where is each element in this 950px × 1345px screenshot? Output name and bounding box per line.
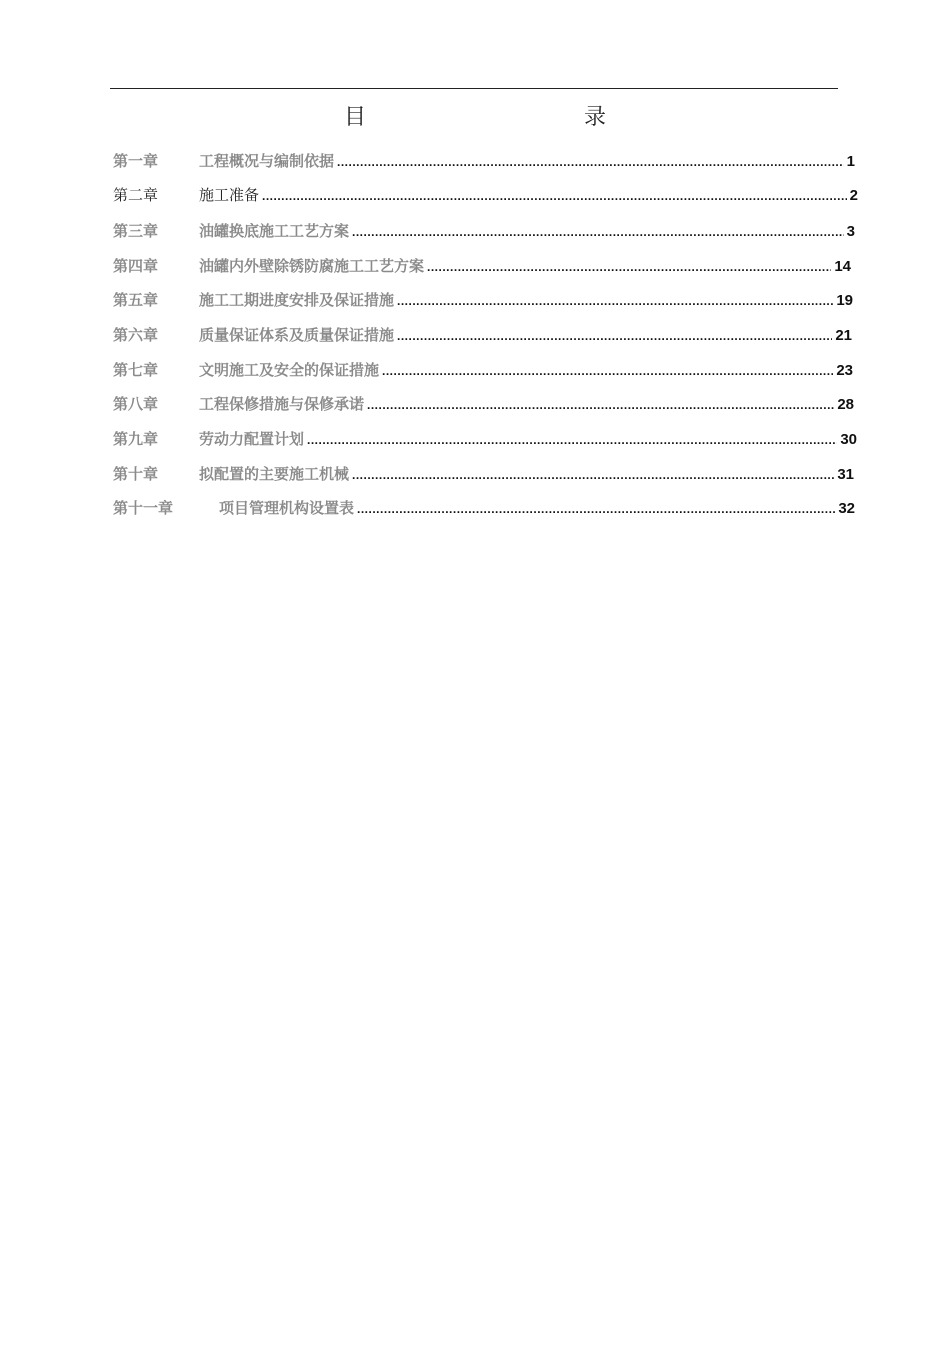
- chapter-title: 工程概况与编制依据: [199, 152, 335, 170]
- dot-leader: [352, 225, 844, 239]
- page-number: 31: [837, 466, 854, 483]
- toc-entry-2[interactable]: [113, 184, 858, 208]
- page-number: 32: [838, 500, 855, 517]
- page-number: 30: [840, 431, 857, 448]
- toc-entry-6[interactable]: [113, 324, 852, 348]
- chapter-number: 第二章: [113, 186, 159, 204]
- toc-entry-10[interactable]: [113, 463, 854, 487]
- chapter-number: 第十章: [113, 465, 159, 483]
- chapter-number: 第三章: [113, 222, 159, 240]
- dot-leader: [262, 189, 847, 203]
- chapter-title: 劳动力配置计划: [199, 430, 305, 448]
- chapter-number: 第四章: [113, 257, 159, 275]
- chapter-title: 文明施工及安全的保证措施: [199, 361, 380, 379]
- toc-title: 目 录: [343, 105, 664, 130]
- page-number: 19: [836, 292, 853, 309]
- chapter-title: 施工准备: [199, 186, 260, 204]
- chapter-title: 质量保证体系及质量保证措施: [199, 326, 395, 344]
- chapter-number: 第八章: [113, 395, 159, 413]
- dot-leader: [357, 502, 835, 516]
- toc-entry-1[interactable]: [113, 150, 855, 174]
- dot-leader: [427, 260, 831, 274]
- chapter-number: 第五章: [113, 291, 159, 309]
- toc-entry-3[interactable]: [113, 220, 855, 244]
- chapter-number: 第六章: [113, 326, 159, 344]
- dot-leader: [337, 155, 844, 169]
- chapter-number: 第一章: [113, 152, 159, 170]
- dot-leader: [307, 433, 837, 447]
- page-number: 2: [849, 187, 858, 204]
- dot-leader: [352, 468, 834, 482]
- chapter-title: 油罐换底施工工艺方案: [199, 222, 350, 240]
- page-number: 21: [835, 327, 852, 344]
- chapter-title: 工程保修措施与保修承诺: [199, 395, 365, 413]
- dot-leader: [397, 329, 832, 343]
- toc-entry-9[interactable]: [113, 428, 857, 452]
- page-number: 1: [846, 153, 855, 170]
- chapter-number: 第九章: [113, 430, 159, 448]
- dot-leader: [382, 364, 833, 378]
- toc-entry-8[interactable]: [113, 393, 854, 417]
- toc-entry-4[interactable]: [113, 255, 851, 279]
- toc-entry-5[interactable]: [113, 289, 853, 313]
- toc-entry-11[interactable]: [113, 497, 855, 521]
- dot-leader: [367, 398, 834, 412]
- dot-leader: [397, 294, 833, 308]
- chapter-title: 拟配置的主要施工机械: [199, 465, 350, 483]
- header-rule: [110, 88, 838, 89]
- page-number: 14: [834, 258, 851, 275]
- chapter-title: 施工工期进度安排及保证措施: [199, 291, 395, 309]
- page-number: 23: [836, 362, 853, 379]
- page-number: 28: [837, 396, 854, 413]
- chapter-number: 第十一章: [113, 499, 174, 517]
- chapter-title: 项目管理机构设置表: [219, 499, 355, 517]
- page-number: 3: [846, 223, 855, 240]
- chapter-title: 油罐内外壁除锈防腐施工工艺方案: [199, 257, 425, 275]
- chapter-number: 第七章: [113, 361, 159, 379]
- toc-entry-7[interactable]: [113, 359, 853, 383]
